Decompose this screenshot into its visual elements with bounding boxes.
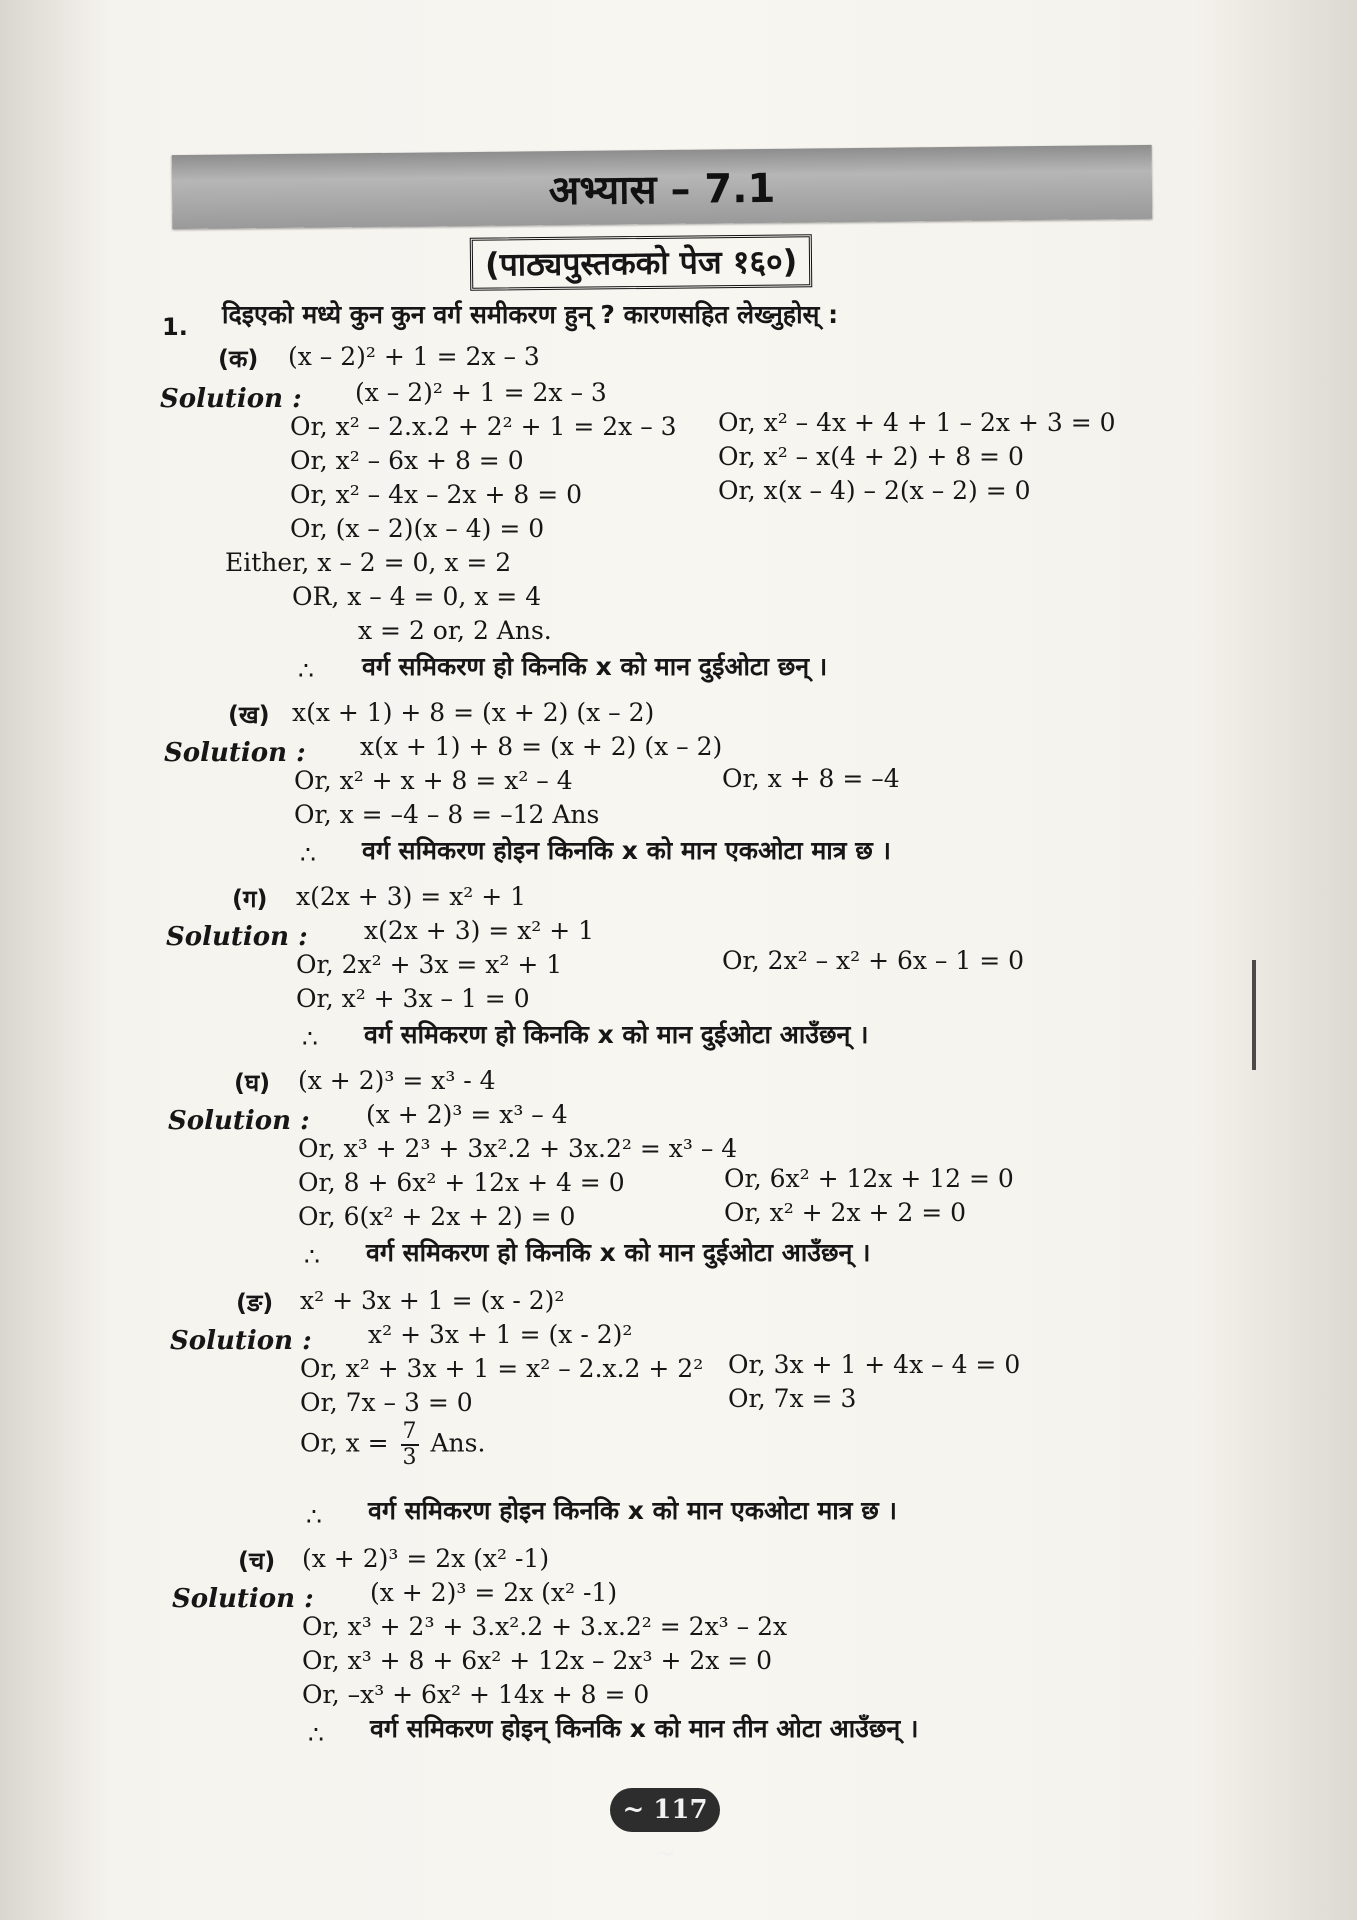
therefore-symbol: ∴ — [300, 840, 316, 869]
part-ka-label: (क) — [218, 345, 259, 373]
part-gha-step: Or, x² + 2x + 2 = 0 — [724, 1198, 967, 1227]
therefore-symbol: ∴ — [298, 656, 314, 685]
part-ka-step: (x – 2)² + 1 = 2x – 3 — [355, 378, 607, 407]
part-ka-answer: x = 2 or, 2 Ans. — [358, 616, 552, 645]
question-number: 1. — [162, 313, 188, 341]
part-nga-answer — [300, 1420, 485, 1470]
answer-fraction — [401, 1420, 419, 1470]
part-gha-problem: (x + 2)³ = x³ - 4 — [298, 1066, 496, 1095]
part-ka-step: Or, x² – 4x + 4 + 1 – 2x + 3 = 0 — [718, 408, 1116, 437]
part-ka-step: Either, x – 2 = 0, x = 2 — [225, 548, 512, 577]
part-cha-step: Or, x³ + 2³ + 3.x².2 + 3.x.2² = 2x³ – 2x — [302, 1612, 788, 1641]
part-cha-step: Or, x³ + 8 + 6x² + 12x – 2x³ + 2x = 0 — [302, 1646, 773, 1675]
page-number: ~ 117 ~ — [610, 1788, 720, 1832]
part-ga-step: Or, x² + 3x – 1 = 0 — [296, 984, 530, 1013]
part-nga-solution-label: Solution : — [170, 1326, 312, 1356]
question-text: दिइएको मध्ये कुन कुन वर्ग समीकरण हुन् ? कारणसहित लेख्नुहोस् : — [222, 300, 839, 329]
part-cha-solution-label: Solution : — [172, 1584, 314, 1614]
part-ga-solution-label: Solution : — [166, 922, 308, 952]
part-ka-step: Or, x² – 4x – 2x + 8 = 0 — [290, 480, 583, 509]
part-nga-conclusion: वर्ग समिकरण होइन किनकि x को मान एकओटा मात्र छ । — [368, 1496, 897, 1525]
part-ga-step: Or, 2x² + 3x = x² + 1 — [296, 950, 563, 979]
part-gha-label: (घ) — [234, 1069, 271, 1097]
part-nga-step: Or, 7x – 3 = 0 — [300, 1388, 473, 1417]
part-nga-step: Or, 7x = 3 — [728, 1384, 857, 1413]
part-ka-problem: (x – 2)² + 1 = 2x – 3 — [288, 342, 540, 371]
part-nga-step: Or, x² + 3x + 1 = x² – 2.x.2 + 2² — [300, 1354, 704, 1383]
exercise-header-band — [172, 145, 1153, 229]
part-ga-problem: x(2x + 3) = x² + 1 — [296, 882, 527, 911]
part-ka-step: Or, (x – 2)(x – 4) = 0 — [290, 514, 545, 543]
part-gha-solution-label: Solution : — [168, 1106, 310, 1136]
part-ga-step: x(2x + 3) = x² + 1 — [364, 916, 595, 945]
part-kha-solution-label: Solution : — [164, 738, 306, 768]
part-ka-step: OR, x – 4 = 0, x = 4 — [292, 582, 542, 611]
part-cha-step: (x + 2)³ = 2x (x² -1) — [370, 1578, 618, 1607]
textbook-page-reference: (पाठ्यपुस्तकको पेज १६०) — [470, 234, 813, 291]
part-gha-conclusion: वर्ग समिकरण हो किनकि x को मान दुईओटा आउँछन् । — [366, 1238, 871, 1267]
part-cha-conclusion: वर्ग समिकरण होइन् किनकि x को मान तीन ओटा आउँछन् । — [370, 1714, 919, 1743]
part-ga-step: Or, 2x² – x² + 6x – 1 = 0 — [722, 946, 1025, 975]
part-ka-conclusion: वर्ग समिकरण हो किनकि x को मान दुईओटा छन् । — [362, 652, 828, 681]
therefore-symbol: ∴ — [302, 1024, 318, 1053]
part-cha-step: Or, –x³ + 6x² + 14x + 8 = 0 — [302, 1680, 650, 1709]
part-kha-step: Or, x² + x + 8 = x² – 4 — [294, 766, 573, 795]
part-gha-step: Or, x³ + 2³ + 3x².2 + 3x.2² = x³ – 4 — [298, 1134, 738, 1163]
part-kha-problem: x(x + 1) + 8 = (x + 2) (x – 2) — [292, 698, 655, 727]
part-nga-step: x² + 3x + 1 = (x - 2)² — [368, 1320, 633, 1349]
part-gha-step: Or, 6x² + 12x + 12 = 0 — [724, 1164, 1014, 1193]
part-nga-step: Or, 3x + 1 + 4x – 4 = 0 — [728, 1350, 1021, 1379]
part-kha-answer: Or, x = –4 – 8 = –12 Ans — [294, 800, 600, 829]
part-nga-label: (ङ) — [236, 1289, 274, 1317]
part-ka-step: Or, x(x – 4) – 2(x – 2) = 0 — [718, 476, 1031, 505]
part-ka-step: Or, x² – x(4 + 2) + 8 = 0 — [718, 442, 1024, 471]
part-cha-problem: (x + 2)³ = 2x (x² -1) — [302, 1544, 550, 1573]
answer-prefix: Or, x = — [300, 1428, 389, 1458]
therefore-symbol: ∴ — [304, 1242, 320, 1271]
exercise-title: अभ्यास – 7.1 — [548, 165, 776, 215]
part-cha-label: (च) — [238, 1547, 276, 1575]
part-kha-conclusion: वर्ग समिकरण होइन किनकि x को मान एकओटा मात्र छ । — [362, 836, 891, 865]
fraction-numerator: 7 — [402, 1419, 417, 1444]
part-kha-step: x(x + 1) + 8 = (x + 2) (x – 2) — [360, 732, 723, 761]
part-ka-solution-label: Solution : — [160, 384, 302, 414]
fraction-denominator: 3 — [402, 1445, 417, 1470]
part-kha-step: Or, x + 8 = –4 — [722, 764, 900, 793]
margin-mark — [1252, 960, 1256, 1070]
part-ka-step: Or, x² – 6x + 8 = 0 — [290, 446, 524, 475]
answer-suffix: Ans. — [430, 1428, 486, 1458]
part-kha-label: (ख) — [228, 701, 270, 729]
part-nga-problem: x² + 3x + 1 = (x - 2)² — [300, 1286, 565, 1315]
therefore-symbol: ∴ — [308, 1720, 324, 1749]
part-gha-step: Or, 8 + 6x² + 12x + 4 = 0 — [298, 1168, 625, 1197]
therefore-symbol: ∴ — [306, 1502, 322, 1531]
part-gha-step: (x + 2)³ = x³ – 4 — [366, 1100, 568, 1129]
part-ga-label: (ग) — [232, 885, 268, 913]
part-ga-conclusion: वर्ग समिकरण हो किनकि x को मान दुईओटा आउँछन् । — [364, 1020, 869, 1049]
part-ka-step: Or, x² – 2.x.2 + 2² + 1 = 2x – 3 — [290, 412, 677, 441]
part-gha-step: Or, 6(x² + 2x + 2) = 0 — [298, 1202, 576, 1231]
